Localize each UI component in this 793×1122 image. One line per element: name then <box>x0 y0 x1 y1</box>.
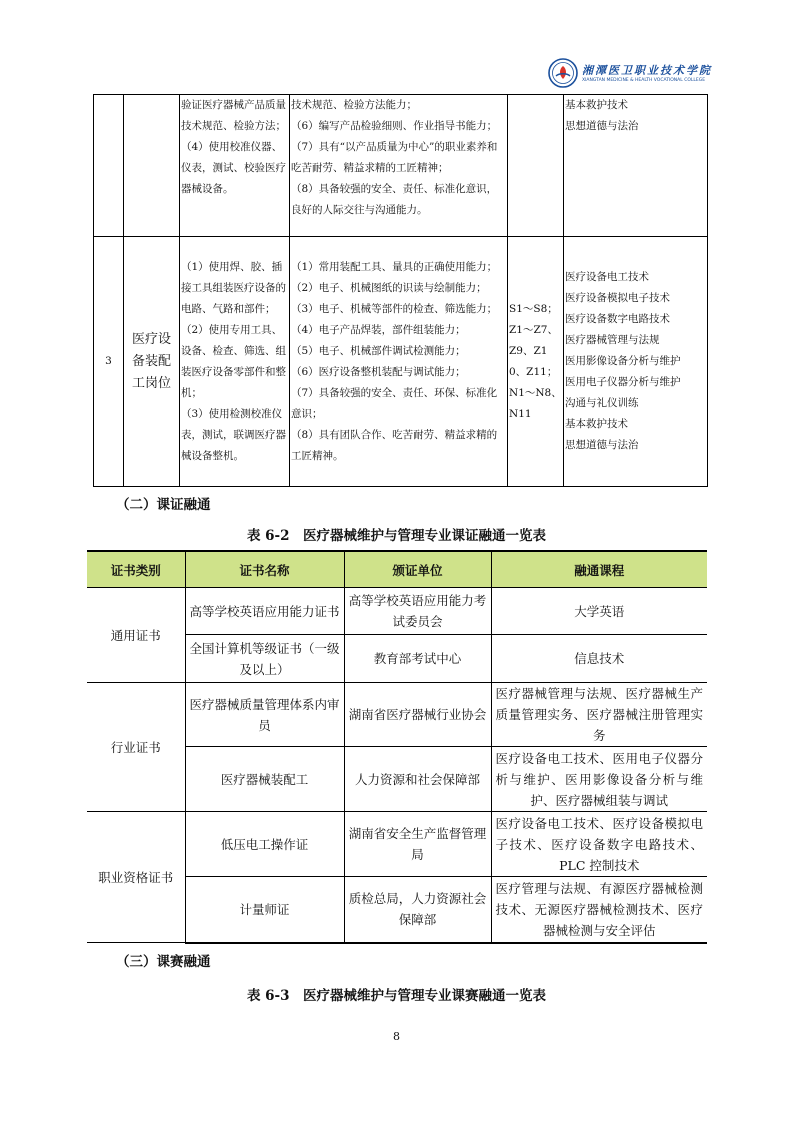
table-row <box>94 95 708 237</box>
course-certificate-table <box>87 550 707 944</box>
table-row <box>87 588 707 635</box>
integrated-courses: 医疗器械管理与法规、医疗器械生产质量管理实务、医疗器械注册管理实务 <box>491 683 707 747</box>
college-emblem-icon <box>548 58 578 88</box>
certificate-category: 职业资格证书 <box>87 812 185 943</box>
issuing-authority: 质检总局，人力资源社会保障部 <box>344 877 491 943</box>
certificate-category: 通用证书 <box>87 588 185 683</box>
ability-standards: S1～S8；Z1～Z7、Z9、Z10、Z11；N1～N8、N11 <box>508 237 564 487</box>
issuing-authority: 教育部考试中心 <box>344 635 491 683</box>
integrated-courses: 医疗管理与法规、有源医疗器械检测技术、无源医疗器械检测技术、医疗器械检测与安全评估 <box>491 877 707 943</box>
vocational-abilities: （1）常用装配工具、量具的正确使用能力； （2）电子、机械图纸的识读与绘制能力； （3）电子、机械等部件的检查、筛选能力； （4）电子产品焊装，部件组装能力； （5）电子、机械部件调试检测能力； （6）医疗设备整机装配与调试能力； （7）具备较强的安全、责任、环保、标准化意识； （8）具有团队合作、吃苦耐劳、精益求精的工匠精神。 <box>290 237 508 487</box>
issuing-authority: 湖南省安全生产监督管理局 <box>344 812 491 877</box>
college-name-en: XIANGTAN MEDICINE & HEALTH VOCATIONAL COLLEGE <box>582 78 706 83</box>
supporting-courses: 医疗设备电工技术 医疗设备模拟电子技术 医疗设备数字电路技术 医疗器械管理与法规 医用影像设备分析与维护 医用电子仪器分析与维护 沟通与礼仪训练 基本救护技术 思想道德与法治 <box>564 237 708 487</box>
certificate-category: 行业证书 <box>87 683 185 812</box>
certificate-name: 医疗器械质量管理体系内审员 <box>185 683 344 747</box>
certificate-name: 计量师证 <box>185 877 344 943</box>
page-number: 8 <box>393 1030 400 1043</box>
column-header: 证书类别 <box>87 551 185 588</box>
table-caption: 表 6-2 医疗器械维护与管理专业课证融通一览表 <box>246 528 547 544</box>
row-number <box>94 95 124 237</box>
table-row <box>87 683 707 747</box>
section-heading: （二）课证融通 <box>116 497 211 513</box>
integrated-courses: 大学英语 <box>491 588 707 635</box>
post-name: 医疗设备装配工岗位 <box>124 237 180 487</box>
integrated-courses: 信息技术 <box>491 635 707 683</box>
certificate-name: 低压电工操作证 <box>185 812 344 877</box>
post-name <box>124 95 180 237</box>
work-tasks: 验证医疗器械产品质量技术规范、检验方法； （4）使用校准仪器、仪表，测试、校验医疗器械设备。 <box>180 95 290 237</box>
integrated-courses: 医疗设备电工技术、医用电子仪器分析与维护、医用影像设备分析与维护、医疗器械组装与调试 <box>491 747 707 812</box>
table-caption: 表 6-3 医疗器械维护与管理专业课赛融通一览表 <box>246 988 547 1004</box>
issuing-authority: 高等学校英语应用能力考试委员会 <box>344 588 491 635</box>
certificate-name: 全国计算机等级证书（一级及以上） <box>185 635 344 683</box>
issuing-authority: 人力资源和社会保障部 <box>344 747 491 812</box>
column-header: 证书名称 <box>185 551 344 588</box>
column-header: 融通课程 <box>491 551 707 588</box>
table-row <box>87 812 707 877</box>
section-heading: （三）课赛融通 <box>116 954 211 970</box>
college-name: 湘潭医卫职业技术学院 <box>582 64 712 77</box>
vocational-abilities: 技术规范、检验方法能力； （6）编写产品检验细则、作业指导书能力； （7）具有“以产品质量为中心”的职业素养和吃苦耐劳、精益求精的工匠精神； （8）具备较强的安全、责任、标准化意识，良好的人际交往与沟通能力。 <box>290 95 508 237</box>
table-row <box>94 237 708 487</box>
ability-standards <box>508 95 564 237</box>
column-header: 颁证单位 <box>344 551 491 588</box>
work-tasks: （1）使用焊、胶、插接工具组装医疗设备的电路、气路和部件； （2）使用专用工具、设备、检查、筛选、组装医疗设备零部件和整机； （3）使用检测校准仪表，测试，联调医疗器械设备整机。 <box>180 237 290 487</box>
certificate-name: 医疗器械装配工 <box>185 747 344 812</box>
post-ability-table <box>93 94 708 487</box>
integrated-courses: 医疗设备电工技术、医疗设备模拟电子技术、医疗设备数字电路技术、PLC 控制技术 <box>491 812 707 877</box>
row-number: 3 <box>94 237 124 487</box>
certificate-name: 高等学校英语应用能力证书 <box>185 588 344 635</box>
issuing-authority: 湖南省医疗器械行业协会 <box>344 683 491 747</box>
college-logo <box>548 58 718 98</box>
table-header-row <box>87 551 707 588</box>
supporting-courses: 基本救护技术 思想道德与法治 <box>564 95 708 237</box>
